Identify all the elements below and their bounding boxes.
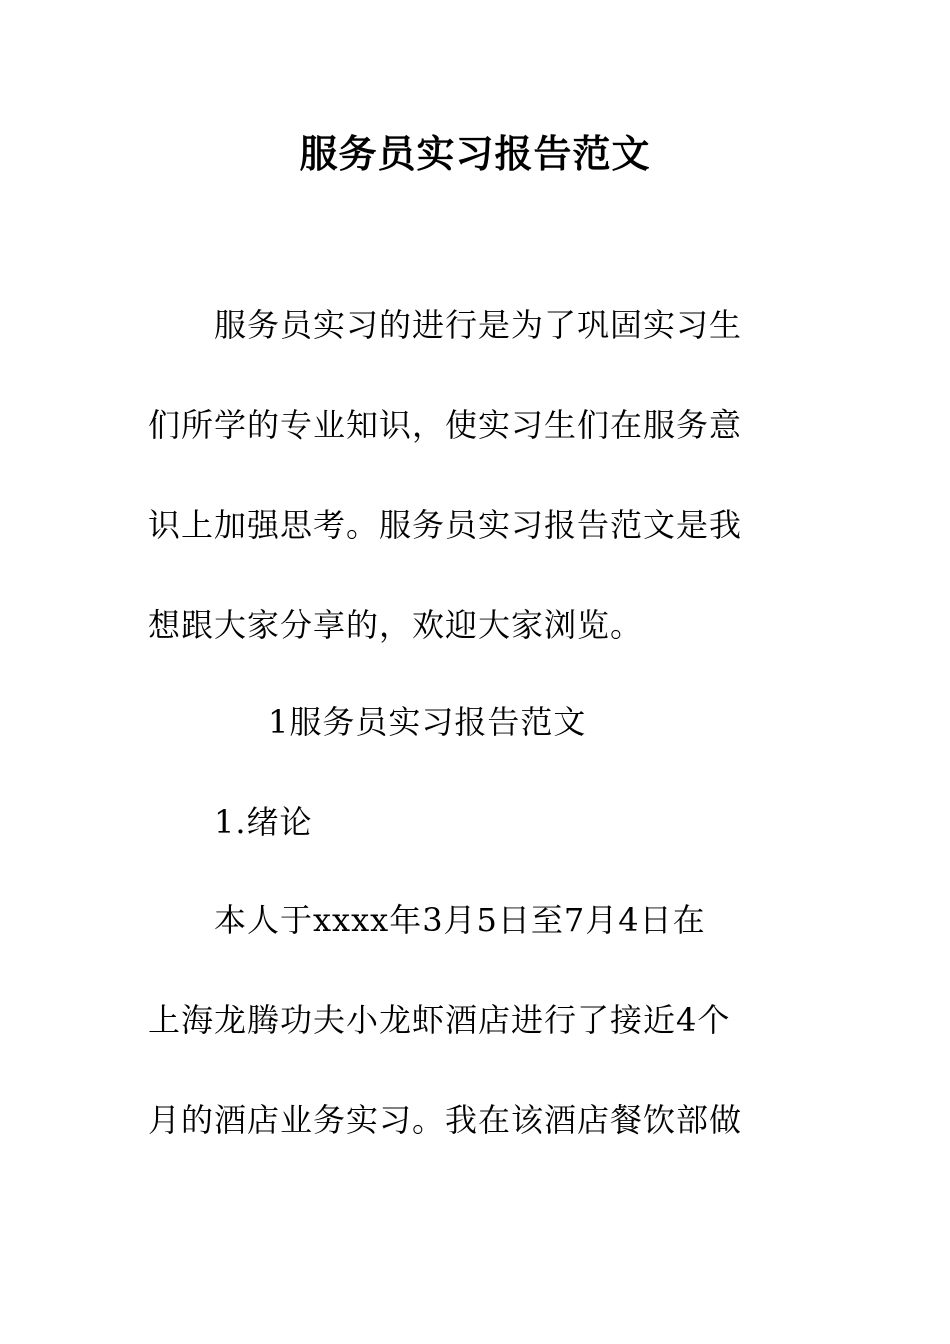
body-line-2: 上海龙腾功夫小龙虾酒店进行了接近4个 <box>148 1001 731 1039</box>
subsection-heading: 1.绪论 <box>214 803 313 841</box>
intro-line-3: 识上加强思考。服务员实习报告范文是我 <box>148 506 743 544</box>
intro-line-2: 们所学的专业知识，使实习生们在服务意 <box>148 406 743 444</box>
section-heading: 1服务员实习报告范文 <box>268 703 587 741</box>
body-line-1: 本人于xxxx年3月5日至7月4日在 <box>214 901 706 939</box>
document-title: 服务员实习报告范文 <box>299 131 651 176</box>
intro-line-4: 想跟大家分享的，欢迎大家浏览。 <box>148 606 644 644</box>
intro-line-1: 服务员实习的进行是为了巩固实习生 <box>214 306 743 344</box>
body-line-3: 月的酒店业务实习。我在该酒店餐饮部做 <box>148 1101 743 1139</box>
